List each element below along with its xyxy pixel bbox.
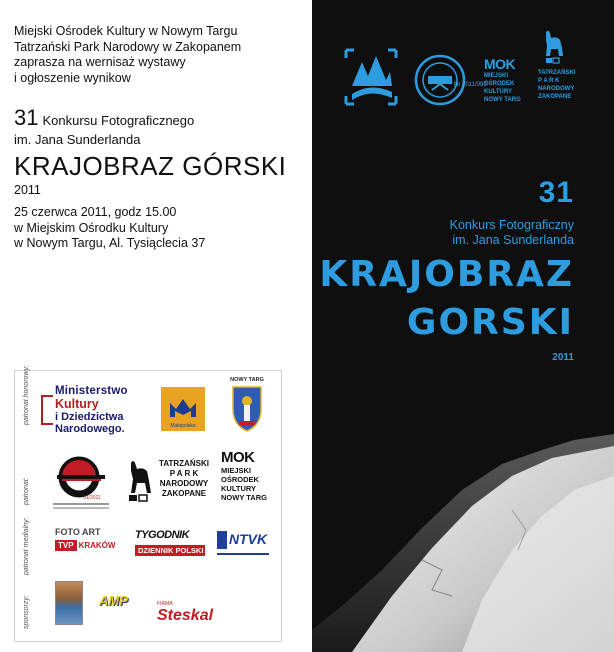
poster-mok-line: MIEJSKI xyxy=(484,73,509,79)
chamois-icon xyxy=(125,459,155,503)
sponsors-label: sponsorzy: xyxy=(23,595,30,629)
poster-tpn-line: TATRZAŃSKI xyxy=(538,70,576,76)
contest-patron: im. Jana Sunderlanda xyxy=(14,132,141,147)
tpn-line: ZAKOPANE xyxy=(161,489,207,498)
ntvk-logo xyxy=(217,531,269,563)
contest-title: KRAJOBRAZ GÓRSKI xyxy=(14,151,287,181)
intro-line: Miejski Ośrodek Kultury w Nowym Targu xyxy=(14,24,238,38)
ministry-line: Ministerstwo xyxy=(55,385,128,397)
mok-line: KULTURY xyxy=(221,484,256,493)
ministry-of-culture-logo xyxy=(39,385,159,435)
poster-title-line1: KRAJOBRAZ xyxy=(319,254,574,295)
poster-year: 2011 xyxy=(552,352,574,363)
tpn-logo xyxy=(125,459,209,508)
steskal-wordmark: Steskal xyxy=(157,607,214,624)
ministry-flag-icon xyxy=(41,395,53,425)
ntvk-caption-line xyxy=(217,553,269,555)
mok-logo xyxy=(221,449,277,502)
invitation-intro xyxy=(14,24,241,86)
coat-of-arms-shield-icon xyxy=(227,383,267,433)
poster-mok-line: NOWY TARG xyxy=(484,97,521,103)
contest-label: Konkursu Fotograficznego xyxy=(42,113,195,128)
ptf-number: 01/2011 xyxy=(83,495,101,501)
tpn-line: NARODOWY xyxy=(159,479,209,488)
malopolska-label: Małopolska xyxy=(170,423,196,429)
mountain-peaks-logo-icon xyxy=(342,46,400,108)
press-logos xyxy=(135,529,205,556)
ptf-caption-line xyxy=(53,507,109,509)
mok-line: MIEJSKI xyxy=(221,466,252,475)
intro-line: zaprasza na wernisaż wystawy xyxy=(14,55,186,69)
tpn-line: P A R K xyxy=(169,469,199,478)
poster-tpn-line: P A R K xyxy=(538,78,560,84)
poster-tpn-line: NARODOWY xyxy=(538,86,575,92)
mok-line: OŚRODEK xyxy=(221,475,259,484)
steskal-logo xyxy=(157,601,213,625)
tygodnik-logo: TYGODNIK xyxy=(135,529,190,541)
tpn-text xyxy=(155,459,213,499)
mok-wordmark: MOK xyxy=(221,449,255,466)
poster-subtitle-line1: Konkurs Fotograficzny xyxy=(449,218,574,232)
steskal-firma-label: FIRMA xyxy=(157,601,173,607)
event-date: 25 czerwca 2011, godz 15.00 xyxy=(14,205,177,219)
poster-tpn-logo xyxy=(538,30,588,101)
poster-mok-logo xyxy=(484,56,534,104)
poster-title-line2: GORSKI xyxy=(406,302,574,343)
ptf-logo xyxy=(53,455,109,515)
poster-chamois-icon xyxy=(538,30,568,64)
tvp-logo: TVP xyxy=(55,540,77,551)
contest-heading xyxy=(14,105,286,197)
ntvk-wordmark: NTVK xyxy=(229,531,268,547)
poster-mok-wordmark: MOK xyxy=(484,56,516,72)
ptf-caption-line xyxy=(53,503,109,505)
sponsors-box xyxy=(14,365,282,642)
tpn-line: TATRZAŃSKI xyxy=(159,459,209,468)
nowy-targ-label: NOWY TARG xyxy=(230,377,264,383)
poster-tpn-line: ZAKOPANE xyxy=(538,94,572,100)
certificate-number: Nr 2011/093 xyxy=(454,82,487,88)
ntvk-bar-icon xyxy=(217,531,227,549)
nowy-targ-coat-of-arms xyxy=(227,377,267,437)
intro-line: Tatrzański Park Narodowy w Zakopanem xyxy=(14,39,242,54)
contest-number: 31 xyxy=(14,105,39,130)
intro-line: i ogłoszenie wynikow xyxy=(14,70,131,85)
fotoart-tvp-logos xyxy=(55,527,121,551)
event-details xyxy=(14,205,205,252)
poster-mok-line: KULTURY xyxy=(484,89,512,95)
seal-logo-icon xyxy=(414,54,466,106)
poster-number: 31 xyxy=(538,176,574,209)
poster-subtitle-line2: im. Jana Sunderlanda xyxy=(452,233,574,247)
patronage-label: patronat: xyxy=(23,477,30,505)
ministry-line: i Dziedzictwa xyxy=(55,411,124,423)
media-patronage-label: patronat medialny: xyxy=(23,517,30,575)
event-address: w Nowym Targu, Al. Tysiąclecia 37 xyxy=(14,236,206,250)
sponsor-picture xyxy=(55,581,83,625)
ministry-line: Narodowego. xyxy=(55,423,125,435)
tvp-krakow-label: KRAKÓW xyxy=(78,541,116,550)
poster-panel xyxy=(312,0,614,652)
fotoart-logo: FOTO ART xyxy=(55,527,101,537)
amp-logo: AMP xyxy=(99,593,128,608)
malopolska-logo xyxy=(161,387,205,431)
mok-line: NOWY TARG xyxy=(221,493,267,502)
poster-logos-row xyxy=(342,36,602,116)
poster-mok-line: OŚRODEK xyxy=(484,81,515,87)
mountain-photo xyxy=(312,420,614,652)
contest-year: 2011 xyxy=(14,183,41,197)
event-venue: w Miejskim Ośrodku Kultury xyxy=(14,220,169,235)
honorary-patronage-label: patronat honorowy: xyxy=(23,365,30,425)
ministry-line: Kultury xyxy=(55,397,99,411)
dziennik-polski-logo: DZIENNIK POLSKI xyxy=(135,545,205,556)
